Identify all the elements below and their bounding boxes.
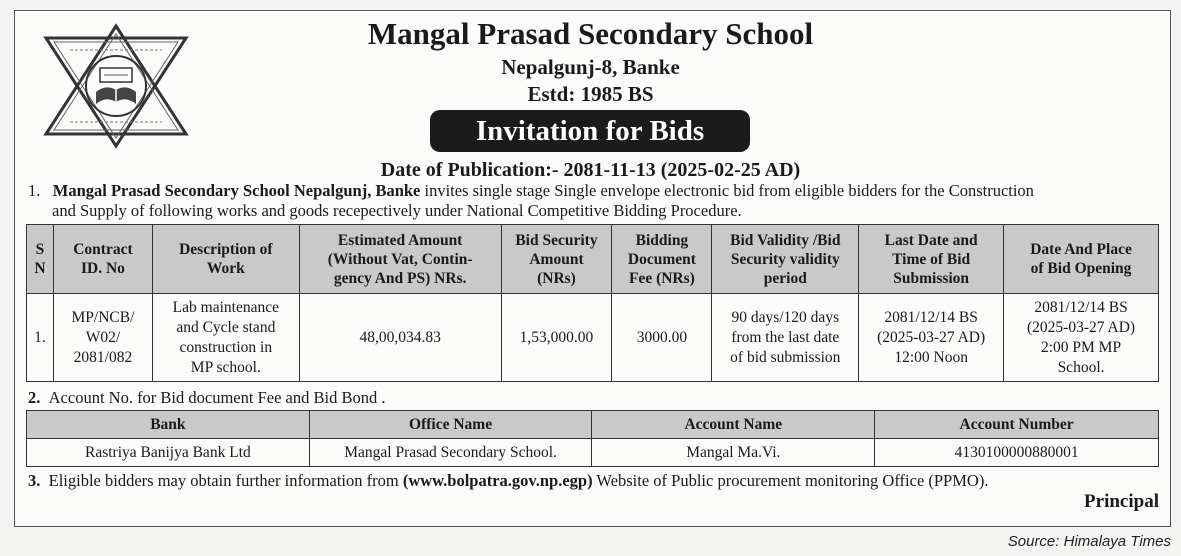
para-2-number: 2. — [28, 388, 41, 407]
cell-line: 2:00 PM MP — [1040, 338, 1122, 356]
cell-line: of bid submission — [730, 348, 841, 366]
column-header — [712, 225, 859, 294]
cell-line: (NRs) — [537, 269, 576, 287]
column-header: Office Name — [309, 411, 592, 439]
cell-line: 1. — [34, 328, 46, 346]
column-header: Account Name — [592, 411, 875, 439]
cell-line: 2081/082 — [73, 348, 133, 366]
cell-line: S — [35, 241, 45, 258]
column-header — [152, 225, 299, 294]
cell-line: School. — [1057, 358, 1105, 376]
cell-line: Bid Security — [515, 231, 598, 249]
paragraph-3 — [28, 471, 988, 491]
column-header: Account Number — [875, 411, 1159, 439]
cell-line: MP/NCB/ — [71, 308, 135, 326]
para-3-text: Eligible bidders may obtain further information from — [48, 471, 403, 490]
column-header — [1004, 225, 1159, 294]
table-cell — [299, 294, 501, 382]
bid-table — [26, 224, 1159, 382]
cell-line: Document — [627, 250, 696, 268]
cell-line: Contract — [73, 241, 133, 258]
table-cell — [859, 294, 1004, 382]
table-cell — [27, 294, 54, 382]
cell-line: 2081/12/14 BS — [884, 308, 978, 326]
table-cell: 4130100000880001 — [875, 439, 1159, 467]
cell-line: MP school. — [190, 358, 261, 376]
cell-line: of Bid Opening — [1030, 260, 1132, 277]
column-header: Bank — [27, 411, 310, 439]
cell-line: 3000.00 — [636, 328, 688, 346]
paragraph-1 — [28, 181, 1168, 221]
table-cell — [501, 294, 612, 382]
cell-line: 1,53,000.00 — [519, 328, 594, 346]
cell-line: ID. No — [80, 260, 125, 277]
column-header — [299, 225, 501, 294]
publication-date: Date of Publication:- 2081-11-13 (2025-02-25 AD) — [380, 159, 801, 181]
para-3-number: 3. — [28, 471, 41, 490]
cell-line: Time of Bid — [892, 250, 971, 268]
cell-line: from the last date — [731, 328, 840, 346]
established-year: Estd: 1985 BS — [527, 82, 654, 106]
column-header — [859, 225, 1004, 294]
cell-line: 48,00,034.83 — [359, 328, 441, 346]
table-cell — [53, 294, 152, 382]
cell-line: Last Date and — [884, 231, 978, 249]
table-cell — [152, 294, 299, 382]
cell-line: 2081/12/14 BS — [1034, 298, 1128, 316]
bolpatra-link[interactable]: (www.bolpatra.gov.np.egp) — [402, 471, 593, 490]
table-row — [27, 294, 1159, 382]
column-header — [53, 225, 152, 294]
signature-principal: Principal — [1084, 491, 1159, 512]
cell-line: (Without Vat, Contin- — [327, 250, 473, 268]
para-1-text-line2: and Supply of following works and goods recepectively under National Competitive Bidding Procedure. — [52, 201, 742, 220]
table-cell: Mangal Prasad Secondary School. — [309, 439, 592, 467]
cell-line: Fee (NRs) — [628, 269, 695, 287]
cell-line: and Cycle stand — [176, 318, 276, 336]
cell-line: gency And PS) NRs. — [333, 269, 467, 287]
cell-line: Security validity — [730, 250, 840, 268]
cell-line: Work — [206, 260, 245, 277]
cell-line: 12:00 Noon — [894, 348, 968, 366]
notice-title: Invitation for Bids — [430, 110, 750, 152]
account-table — [26, 410, 1159, 467]
cell-line: Date And Place — [1030, 241, 1132, 258]
paragraph-2 — [28, 388, 385, 408]
source-credit: Source: Himalaya Times — [1007, 533, 1171, 550]
column-header — [501, 225, 612, 294]
table-cell — [1004, 294, 1159, 382]
cell-line: (2025-03-27 AD) — [877, 328, 986, 346]
cell-line: period — [763, 269, 807, 287]
cell-line: (2025-03-27 AD) — [1027, 318, 1136, 336]
cell-line: Bidding — [635, 231, 689, 249]
cell-line: construction in — [179, 338, 273, 356]
cell-line: Description of — [179, 241, 273, 258]
cell-line: Lab maintenance — [172, 298, 279, 316]
para-1-number: 1. — [28, 181, 41, 200]
cell-line: N — [34, 260, 46, 277]
school-address: Nepalgunj-8, Banke — [501, 55, 680, 79]
cell-line: Submission — [893, 269, 970, 287]
cell-line: W02/ — [85, 328, 121, 346]
cell-line: 90 days/120 days — [731, 308, 840, 326]
cell-line: Amount — [529, 250, 584, 268]
para-1-text: invites single stage Single envelope electronic bid from eligible bidders for the Construction — [420, 181, 1034, 200]
column-header — [27, 225, 54, 294]
para-3-text-end: Website of Public procurement monitoring Office (PPMO). — [592, 471, 989, 490]
table-cell — [612, 294, 712, 382]
table-cell: Mangal Ma.Vi. — [592, 439, 875, 467]
para-1-school: Mangal Prasad Secondary School Nepalgunj, Banke — [52, 181, 421, 200]
column-header — [612, 225, 712, 294]
school-name: Mangal Prasad Secondary School — [367, 16, 814, 51]
table-row — [27, 439, 1159, 467]
cell-line: Bid Validity /Bid — [730, 231, 841, 249]
table-cell — [712, 294, 859, 382]
table-cell: Rastriya Banijya Bank Ltd — [27, 439, 310, 467]
para-2-text: Account No. for Bid document Fee and Bid Bond . — [48, 388, 386, 407]
cell-line: Estimated Amount — [337, 231, 463, 249]
